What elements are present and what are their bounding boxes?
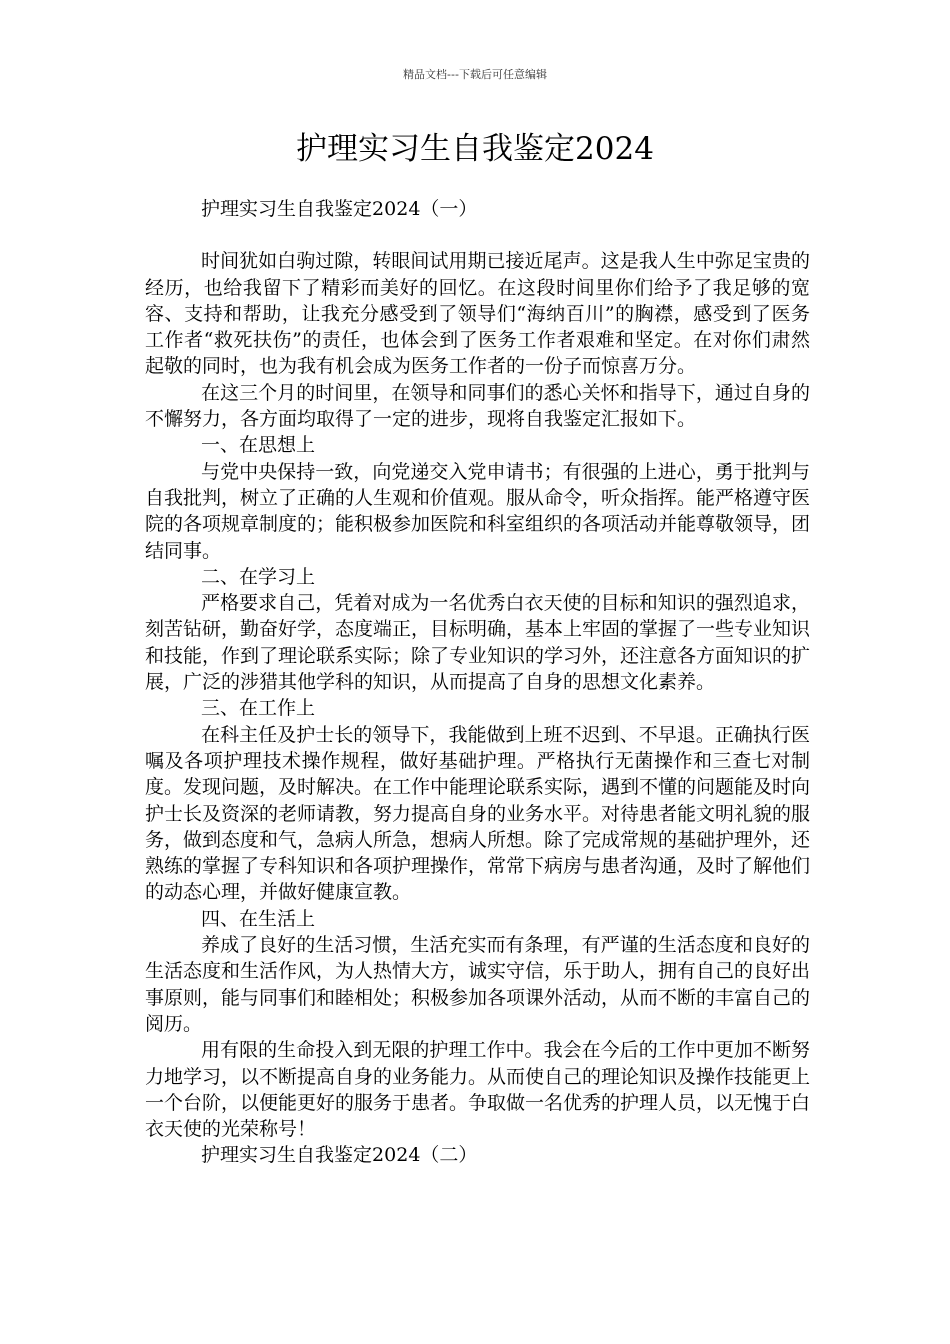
body-paragraph-thought: 与党中央保持一致，向党递交入党申请书；有很强的上进心，勇于批判与自我批判，树立了正确的人生观和价值观。服从命令，听众指挥。能严格遵守医院的各项规章制度的；能积极参加医院和科室组织的各项活动并能尊敬领导，团结同事。 [145,460,811,562]
body-paragraph-study: 严格要求自己，凭着对成为一名优秀白衣天使的目标和知识的强烈追求，刻苦钻研，勤奋好学，态度端正，目标明确，基本上牢固的掌握了一些专业知识和技能，作到了理论联系实际；除了专业知识的学习外，还注意各方面知识的扩展，广泛的涉猎其他学科的知识，从而提高了自身的思想文化素养。 [145,592,811,694]
body-paragraph-summary: 在这三个月的时间里，在领导和同事们的悉心关怀和指导下，通过自身的不懈努力，各方面均取得了一定的进步，现将自我鉴定汇报如下。 [145,381,810,431]
body-paragraph-intro: 时间犹如白驹过隙，转眼间试用期已接近尾声。这是我人生中弥足宝贵的经历，也给我留下了精彩而美好的回忆。在这段时间里你们给予了我足够的宽容、支持和帮助，让我充分感受到了领导们“海纳百川”的胸襟，感受到了医务工作者“救死扶伤”的责任，也体会到了医务工作者艰难和坚定。在对你们肃然起敬的同时，也为我有机会成为医务工作者的一份子而惊喜万分。 [145,250,810,378]
body-paragraph-conclusion: 用有限的生命投入到无限的护理工作中。我会在今后的工作中更加不断努力地学习，以不断提高自身的业务能力。从而使自己的理论知识及操作技能更上一个台阶，以便能更好的服务于患者。争取做一名优秀的护理人员，以无愧于白衣天使的光荣称号！ [145,1039,811,1141]
body-paragraph-work: 在科主任及护士长的领导下，我能做到上班不迟到、不早退。正确执行医嘱及各项护理技术操作规程，做好基础护理。严格执行无菌操作和三查七对制度。发现问题，及时解决。在工作中能理论联系实际，遇到不懂的问题能及时向护士长及资深的老师请教，努力提高自身的业务水平。对待患者能文明礼貌的服务，做到态度和气，急病人所急，想病人所想。除了完成常规的基础护理外，还熟练的掌握了专科知识和各项护理操作，常常下病房与患者沟通，及时了解他们的动态心理，并做好健康宣教。 [145,723,811,904]
document-title: 护理实习生自我鉴定2024 [296,131,654,167]
section-heading-1: 护理实习生自我鉴定2024（一） [201,198,478,220]
subheading-life: 四、在生活上 [201,907,316,930]
subheading-thought: 一、在思想上 [201,434,316,457]
subheading-work: 三、在工作上 [201,697,316,720]
document-body [145,196,810,1169]
subheading-study: 二、在学习上 [201,565,316,588]
body-paragraph-life: 养成了良好的生活习惯，生活充实而有条理，有严谨的生活态度和良好的生活态度和生活作风，为人热情大方，诚实守信，乐于助人，拥有自己的良好出事原则，能与同事们和睦相处；积极参加各项课外活动，从而不断的丰富自己的阅历。 [145,934,811,1035]
page-header-note: 精品文档---下载后可任意编辑 [403,68,547,81]
section-heading-2: 护理实习生自我鉴定2024（二） [201,1144,478,1167]
